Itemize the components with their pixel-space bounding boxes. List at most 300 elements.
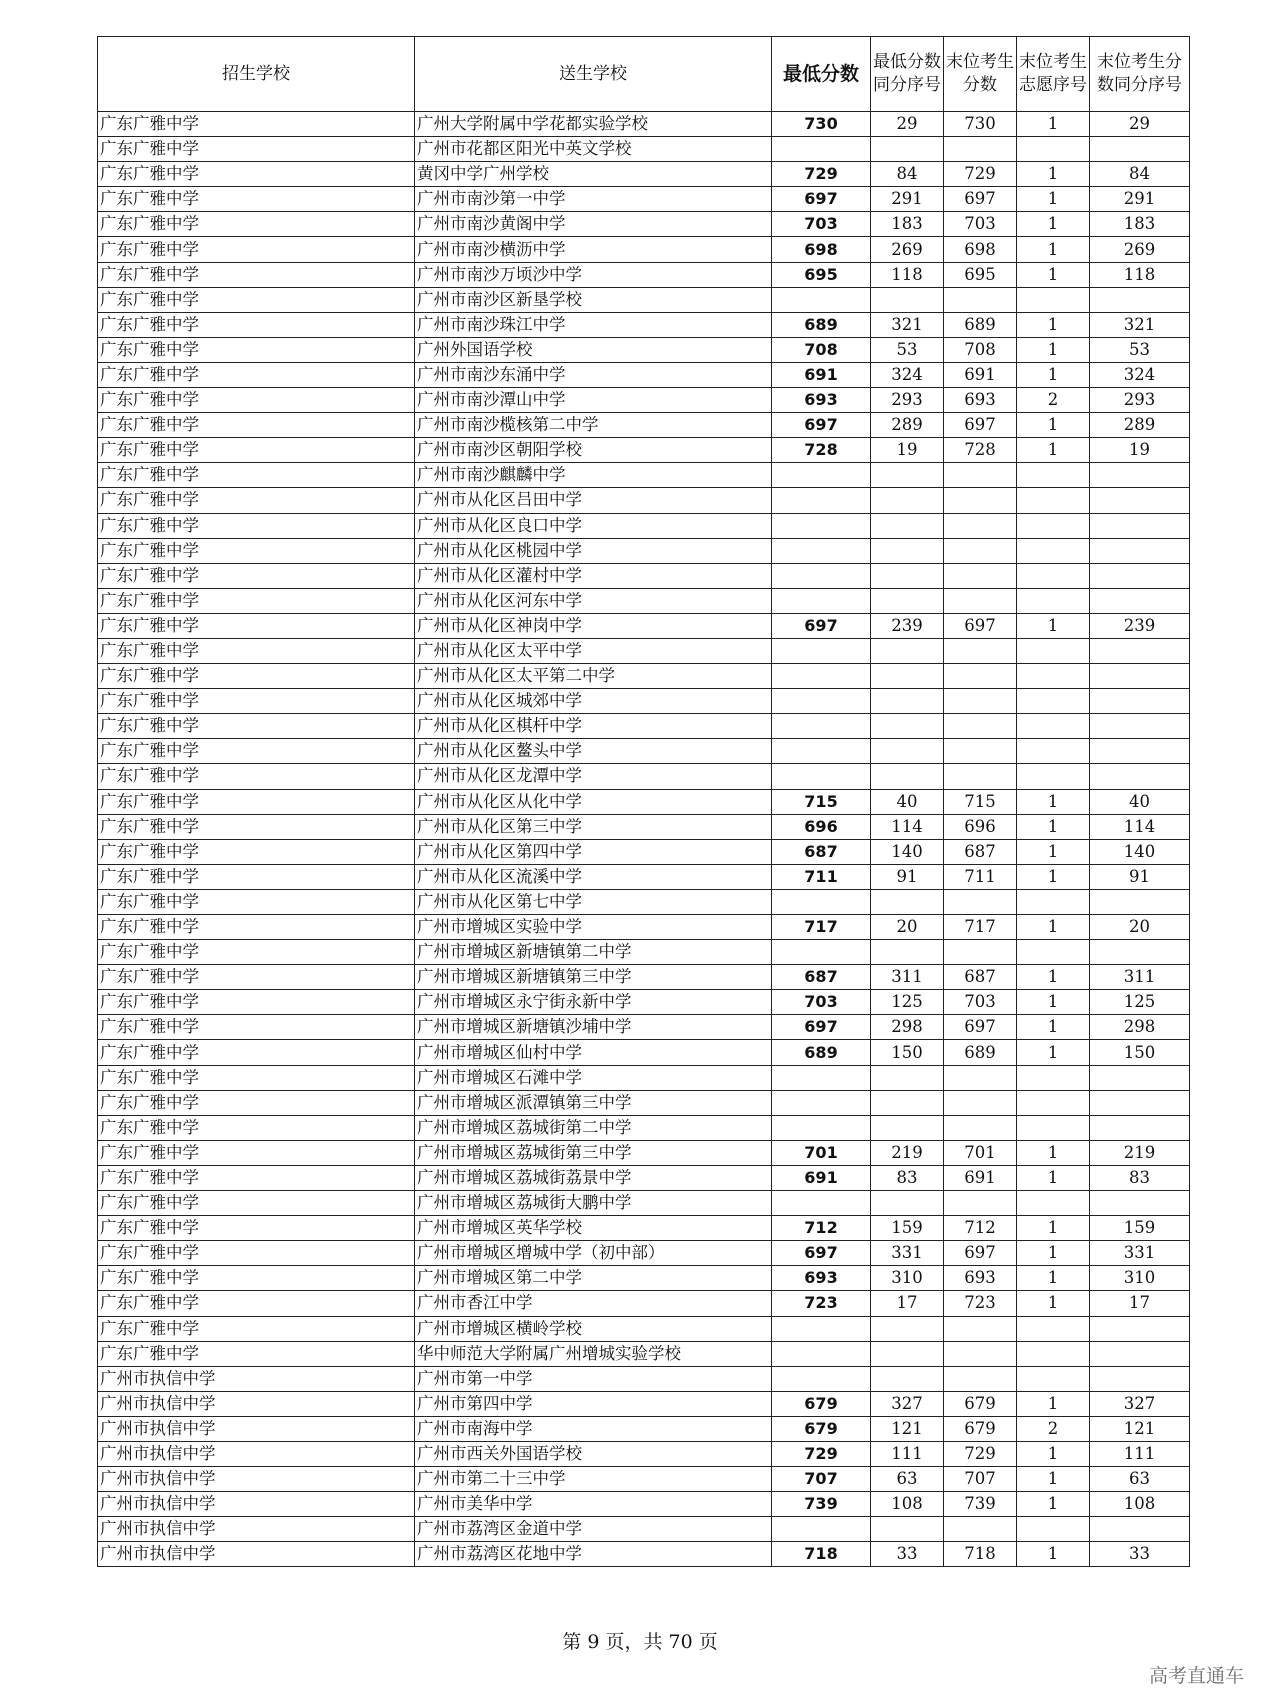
last-rank-cell bbox=[1090, 714, 1190, 739]
table-row bbox=[98, 689, 1190, 714]
min-score-cell: 696 bbox=[772, 814, 871, 839]
min-score-cell bbox=[772, 588, 871, 613]
last-choice-cell: 1 bbox=[1017, 1040, 1090, 1065]
send-school-cell: 广州市南沙麒麟中学 bbox=[415, 463, 772, 488]
table-row bbox=[98, 388, 1190, 413]
last-score-cell bbox=[944, 1090, 1017, 1115]
last-rank-cell: 108 bbox=[1090, 1492, 1190, 1517]
last-rank-cell: 91 bbox=[1090, 864, 1190, 889]
min-rank-cell: 63 bbox=[871, 1467, 944, 1492]
last-choice-cell bbox=[1017, 714, 1090, 739]
min-score-cell: 695 bbox=[772, 262, 871, 287]
recruit-school-cell: 广东广雅中学 bbox=[98, 413, 415, 438]
table-row bbox=[98, 1366, 1190, 1391]
last-rank-cell bbox=[1090, 1191, 1190, 1216]
min-rank-cell bbox=[871, 1316, 944, 1341]
min-rank-cell: 91 bbox=[871, 864, 944, 889]
last-score-cell bbox=[944, 664, 1017, 689]
min-score-cell bbox=[772, 739, 871, 764]
min-rank-cell bbox=[871, 638, 944, 663]
table-row bbox=[98, 864, 1190, 889]
send-school-cell: 广州市增城区横岭学校 bbox=[415, 1316, 772, 1341]
recruit-school-cell: 广东广雅中学 bbox=[98, 262, 415, 287]
min-score-cell: 687 bbox=[772, 839, 871, 864]
last-rank-cell bbox=[1090, 1115, 1190, 1140]
min-rank-cell: 53 bbox=[871, 337, 944, 362]
recruit-school-cell: 广东广雅中学 bbox=[98, 814, 415, 839]
min-score-cell: 697 bbox=[772, 1241, 871, 1266]
min-rank-cell: 84 bbox=[871, 162, 944, 187]
header-recruit-school: 招生学校 bbox=[98, 37, 415, 112]
last-choice-cell bbox=[1017, 1065, 1090, 1090]
recruit-school-cell: 广东广雅中学 bbox=[98, 1316, 415, 1341]
table-row bbox=[98, 262, 1190, 287]
min-score-cell: 679 bbox=[772, 1416, 871, 1441]
last-rank-cell: 29 bbox=[1090, 112, 1190, 137]
recruit-school-cell: 广东广雅中学 bbox=[98, 312, 415, 337]
table-row bbox=[98, 1291, 1190, 1316]
last-rank-cell bbox=[1090, 739, 1190, 764]
last-score-cell bbox=[944, 287, 1017, 312]
table-row bbox=[98, 513, 1190, 538]
table-row bbox=[98, 212, 1190, 237]
recruit-school-cell: 广东广雅中学 bbox=[98, 965, 415, 990]
last-score-cell: 679 bbox=[944, 1391, 1017, 1416]
recruit-school-cell: 广东广雅中学 bbox=[98, 1266, 415, 1291]
min-score-cell: 693 bbox=[772, 1266, 871, 1291]
last-choice-cell bbox=[1017, 638, 1090, 663]
last-rank-cell: 327 bbox=[1090, 1391, 1190, 1416]
min-rank-cell bbox=[871, 287, 944, 312]
send-school-cell: 广州市美华中学 bbox=[415, 1492, 772, 1517]
last-score-cell bbox=[944, 940, 1017, 965]
table-row bbox=[98, 488, 1190, 513]
min-rank-cell bbox=[871, 1115, 944, 1140]
min-score-cell: 711 bbox=[772, 864, 871, 889]
last-score-cell: 718 bbox=[944, 1542, 1017, 1567]
min-rank-cell: 121 bbox=[871, 1416, 944, 1441]
recruit-school-cell: 广东广雅中学 bbox=[98, 1065, 415, 1090]
recruit-school-cell: 广东广雅中学 bbox=[98, 388, 415, 413]
table-row bbox=[98, 664, 1190, 689]
send-school-cell: 广州市西关外国语学校 bbox=[415, 1441, 772, 1466]
min-score-cell: 679 bbox=[772, 1391, 871, 1416]
last-choice-cell bbox=[1017, 1115, 1090, 1140]
last-rank-cell bbox=[1090, 513, 1190, 538]
min-score-cell bbox=[772, 563, 871, 588]
recruit-school-cell: 广东广雅中学 bbox=[98, 1216, 415, 1241]
min-rank-cell: 327 bbox=[871, 1391, 944, 1416]
send-school-cell: 广州市增城区英华学校 bbox=[415, 1216, 772, 1241]
min-rank-cell: 19 bbox=[871, 438, 944, 463]
last-score-cell: 697 bbox=[944, 413, 1017, 438]
last-rank-cell bbox=[1090, 1366, 1190, 1391]
send-school-cell: 广州市增城区增城中学（初中部） bbox=[415, 1241, 772, 1266]
last-rank-cell: 293 bbox=[1090, 388, 1190, 413]
recruit-school-cell: 广东广雅中学 bbox=[98, 714, 415, 739]
last-score-cell: 689 bbox=[944, 312, 1017, 337]
last-choice-cell: 1 bbox=[1017, 789, 1090, 814]
table-header bbox=[98, 37, 1190, 112]
min-rank-cell bbox=[871, 538, 944, 563]
last-score-cell bbox=[944, 588, 1017, 613]
last-choice-cell: 1 bbox=[1017, 1467, 1090, 1492]
send-school-cell: 广州市从化区城郊中学 bbox=[415, 689, 772, 714]
send-school-cell: 广州市增城区仙村中学 bbox=[415, 1040, 772, 1065]
table-row bbox=[98, 162, 1190, 187]
last-score-cell: 691 bbox=[944, 362, 1017, 387]
min-score-cell bbox=[772, 1341, 871, 1366]
min-score-cell bbox=[772, 889, 871, 914]
last-score-cell: 729 bbox=[944, 162, 1017, 187]
send-school-cell: 广州市第一中学 bbox=[415, 1366, 772, 1391]
last-score-cell: 730 bbox=[944, 112, 1017, 137]
table-row bbox=[98, 1266, 1190, 1291]
last-rank-cell: 150 bbox=[1090, 1040, 1190, 1065]
send-school-cell: 广州市增城区实验中学 bbox=[415, 915, 772, 940]
table-row bbox=[98, 1241, 1190, 1266]
last-choice-cell bbox=[1017, 513, 1090, 538]
send-school-cell: 广州市从化区太平第二中学 bbox=[415, 664, 772, 689]
min-rank-cell bbox=[871, 1065, 944, 1090]
send-school-cell: 广州市从化区良口中学 bbox=[415, 513, 772, 538]
last-choice-cell bbox=[1017, 1316, 1090, 1341]
recruit-school-cell: 广东广雅中学 bbox=[98, 990, 415, 1015]
last-rank-cell: 239 bbox=[1090, 613, 1190, 638]
send-school-cell: 广州市增城区荔城街第三中学 bbox=[415, 1140, 772, 1165]
last-rank-cell bbox=[1090, 764, 1190, 789]
min-rank-cell: 150 bbox=[871, 1040, 944, 1065]
send-school-cell: 广州市南海中学 bbox=[415, 1416, 772, 1441]
min-rank-cell bbox=[871, 513, 944, 538]
send-school-cell: 广州市南沙榄核第二中学 bbox=[415, 413, 772, 438]
send-school-cell: 广州市从化区第七中学 bbox=[415, 889, 772, 914]
min-rank-cell: 331 bbox=[871, 1241, 944, 1266]
table-row bbox=[98, 137, 1190, 162]
table-row bbox=[98, 789, 1190, 814]
table-row bbox=[98, 1341, 1190, 1366]
last-rank-cell: 17 bbox=[1090, 1291, 1190, 1316]
send-school-cell: 广州市南沙潭山中学 bbox=[415, 388, 772, 413]
last-choice-cell bbox=[1017, 137, 1090, 162]
recruit-school-cell: 广东广雅中学 bbox=[98, 940, 415, 965]
last-choice-cell: 1 bbox=[1017, 1291, 1090, 1316]
min-rank-cell: 111 bbox=[871, 1441, 944, 1466]
table-row bbox=[98, 638, 1190, 663]
last-choice-cell: 1 bbox=[1017, 990, 1090, 1015]
min-rank-cell: 321 bbox=[871, 312, 944, 337]
send-school-cell: 广州市从化区桃园中学 bbox=[415, 538, 772, 563]
send-school-cell: 广州市荔湾区金道中学 bbox=[415, 1517, 772, 1542]
recruit-school-cell: 广东广雅中学 bbox=[98, 1040, 415, 1065]
recruit-school-cell: 广东广雅中学 bbox=[98, 1115, 415, 1140]
min-rank-cell bbox=[871, 739, 944, 764]
last-rank-cell: 111 bbox=[1090, 1441, 1190, 1466]
table-row bbox=[98, 764, 1190, 789]
last-rank-cell: 33 bbox=[1090, 1542, 1190, 1567]
min-rank-cell: 239 bbox=[871, 613, 944, 638]
recruit-school-cell: 广东广雅中学 bbox=[98, 488, 415, 513]
last-rank-cell: 321 bbox=[1090, 312, 1190, 337]
table-row bbox=[98, 1492, 1190, 1517]
min-rank-cell: 20 bbox=[871, 915, 944, 940]
table-row bbox=[98, 463, 1190, 488]
last-choice-cell: 1 bbox=[1017, 262, 1090, 287]
last-score-cell: 708 bbox=[944, 337, 1017, 362]
last-rank-cell: 53 bbox=[1090, 337, 1190, 362]
last-choice-cell bbox=[1017, 538, 1090, 563]
last-choice-cell: 2 bbox=[1017, 388, 1090, 413]
min-rank-cell: 40 bbox=[871, 789, 944, 814]
last-score-cell bbox=[944, 463, 1017, 488]
min-rank-cell bbox=[871, 1366, 944, 1391]
last-rank-cell: 140 bbox=[1090, 839, 1190, 864]
last-choice-cell bbox=[1017, 689, 1090, 714]
min-score-cell: 730 bbox=[772, 112, 871, 137]
min-score-cell: 703 bbox=[772, 990, 871, 1015]
recruit-school-cell: 广东广雅中学 bbox=[98, 689, 415, 714]
last-choice-cell: 1 bbox=[1017, 413, 1090, 438]
recruit-school-cell: 广州市执信中学 bbox=[98, 1366, 415, 1391]
last-rank-cell: 331 bbox=[1090, 1241, 1190, 1266]
send-school-cell: 广州市从化区棋杆中学 bbox=[415, 714, 772, 739]
last-rank-cell: 159 bbox=[1090, 1216, 1190, 1241]
last-choice-cell: 1 bbox=[1017, 1140, 1090, 1165]
send-school-cell: 广州市荔湾区花地中学 bbox=[415, 1542, 772, 1567]
min-score-cell: 718 bbox=[772, 1542, 871, 1567]
last-choice-cell: 1 bbox=[1017, 187, 1090, 212]
header-min-rank: 最低分数同分序号 bbox=[871, 37, 944, 112]
table-row bbox=[98, 312, 1190, 337]
min-rank-cell: 311 bbox=[871, 965, 944, 990]
recruit-school-cell: 广东广雅中学 bbox=[98, 1191, 415, 1216]
min-score-cell: 697 bbox=[772, 187, 871, 212]
recruit-school-cell: 广东广雅中学 bbox=[98, 563, 415, 588]
min-rank-cell: 159 bbox=[871, 1216, 944, 1241]
min-rank-cell: 33 bbox=[871, 1542, 944, 1567]
last-rank-cell bbox=[1090, 137, 1190, 162]
recruit-school-cell: 广东广雅中学 bbox=[98, 613, 415, 638]
last-score-cell: 687 bbox=[944, 965, 1017, 990]
min-score-cell: 697 bbox=[772, 413, 871, 438]
last-choice-cell bbox=[1017, 563, 1090, 588]
min-score-cell bbox=[772, 1316, 871, 1341]
min-score-cell: 739 bbox=[772, 1492, 871, 1517]
last-score-cell: 715 bbox=[944, 789, 1017, 814]
last-rank-cell bbox=[1090, 638, 1190, 663]
last-rank-cell: 310 bbox=[1090, 1266, 1190, 1291]
send-school-cell: 广州市从化区河东中学 bbox=[415, 588, 772, 613]
last-score-cell bbox=[944, 889, 1017, 914]
min-rank-cell: 114 bbox=[871, 814, 944, 839]
min-score-cell: 691 bbox=[772, 362, 871, 387]
table-row bbox=[98, 588, 1190, 613]
min-score-cell: 698 bbox=[772, 237, 871, 262]
table-row bbox=[98, 714, 1190, 739]
recruit-school-cell: 广东广雅中学 bbox=[98, 162, 415, 187]
last-choice-cell bbox=[1017, 889, 1090, 914]
send-school-cell: 广州市南沙珠江中学 bbox=[415, 312, 772, 337]
min-rank-cell bbox=[871, 137, 944, 162]
last-choice-cell bbox=[1017, 1090, 1090, 1115]
last-choice-cell: 1 bbox=[1017, 1492, 1090, 1517]
table-row bbox=[98, 563, 1190, 588]
min-score-cell bbox=[772, 664, 871, 689]
min-rank-cell: 183 bbox=[871, 212, 944, 237]
last-rank-cell bbox=[1090, 538, 1190, 563]
table-row bbox=[98, 1467, 1190, 1492]
last-rank-cell: 121 bbox=[1090, 1416, 1190, 1441]
table-row bbox=[98, 1115, 1190, 1140]
recruit-school-cell: 广东广雅中学 bbox=[98, 789, 415, 814]
min-score-cell: 687 bbox=[772, 965, 871, 990]
last-choice-cell bbox=[1017, 287, 1090, 312]
last-choice-cell bbox=[1017, 488, 1090, 513]
last-score-cell: 712 bbox=[944, 1216, 1017, 1241]
min-rank-cell bbox=[871, 1191, 944, 1216]
recruit-school-cell: 广东广雅中学 bbox=[98, 739, 415, 764]
last-choice-cell: 2 bbox=[1017, 1416, 1090, 1441]
last-rank-cell: 219 bbox=[1090, 1140, 1190, 1165]
table-row bbox=[98, 889, 1190, 914]
recruit-school-cell: 广东广雅中学 bbox=[98, 889, 415, 914]
recruit-school-cell: 广东广雅中学 bbox=[98, 915, 415, 940]
last-score-cell: 711 bbox=[944, 864, 1017, 889]
table-row bbox=[98, 1165, 1190, 1190]
last-rank-cell: 324 bbox=[1090, 362, 1190, 387]
min-score-cell: 723 bbox=[772, 1291, 871, 1316]
last-choice-cell bbox=[1017, 1517, 1090, 1542]
table-row bbox=[98, 1316, 1190, 1341]
recruit-school-cell: 广东广雅中学 bbox=[98, 538, 415, 563]
table-row bbox=[98, 1391, 1190, 1416]
recruit-school-cell: 广东广雅中学 bbox=[98, 212, 415, 237]
last-rank-cell: 118 bbox=[1090, 262, 1190, 287]
last-score-cell bbox=[944, 1517, 1017, 1542]
min-rank-cell: 125 bbox=[871, 990, 944, 1015]
send-school-cell: 广州市第二十三中学 bbox=[415, 1467, 772, 1492]
last-score-cell: 707 bbox=[944, 1467, 1017, 1492]
send-school-cell: 广州市香江中学 bbox=[415, 1291, 772, 1316]
recruit-school-cell: 广东广雅中学 bbox=[98, 1341, 415, 1366]
recruit-school-cell: 广州市执信中学 bbox=[98, 1416, 415, 1441]
last-rank-cell: 183 bbox=[1090, 212, 1190, 237]
last-choice-cell bbox=[1017, 1341, 1090, 1366]
table-row bbox=[98, 1015, 1190, 1040]
last-score-cell: 703 bbox=[944, 212, 1017, 237]
recruit-school-cell: 广东广雅中学 bbox=[98, 839, 415, 864]
last-rank-cell bbox=[1090, 940, 1190, 965]
last-choice-cell: 1 bbox=[1017, 362, 1090, 387]
last-score-cell: 717 bbox=[944, 915, 1017, 940]
last-choice-cell bbox=[1017, 739, 1090, 764]
send-school-cell: 广州市南沙第一中学 bbox=[415, 187, 772, 212]
min-score-cell bbox=[772, 513, 871, 538]
last-score-cell bbox=[944, 1065, 1017, 1090]
last-choice-cell: 1 bbox=[1017, 1241, 1090, 1266]
last-rank-cell: 311 bbox=[1090, 965, 1190, 990]
last-rank-cell bbox=[1090, 1316, 1190, 1341]
last-choice-cell bbox=[1017, 588, 1090, 613]
min-score-cell bbox=[772, 488, 871, 513]
last-score-cell bbox=[944, 563, 1017, 588]
send-school-cell: 广州市增城区永宁街永新中学 bbox=[415, 990, 772, 1015]
last-score-cell: 728 bbox=[944, 438, 1017, 463]
min-score-cell: 715 bbox=[772, 789, 871, 814]
send-school-cell: 广州市南沙万顷沙中学 bbox=[415, 262, 772, 287]
min-score-cell: 728 bbox=[772, 438, 871, 463]
last-score-cell bbox=[944, 1366, 1017, 1391]
last-choice-cell: 1 bbox=[1017, 613, 1090, 638]
min-rank-cell bbox=[871, 1090, 944, 1115]
table-row bbox=[98, 1542, 1190, 1567]
table-row bbox=[98, 814, 1190, 839]
last-choice-cell: 1 bbox=[1017, 212, 1090, 237]
min-rank-cell: 219 bbox=[871, 1140, 944, 1165]
recruit-school-cell: 广东广雅中学 bbox=[98, 362, 415, 387]
last-rank-cell: 291 bbox=[1090, 187, 1190, 212]
last-score-cell bbox=[944, 638, 1017, 663]
last-score-cell bbox=[944, 1316, 1017, 1341]
last-score-cell bbox=[944, 714, 1017, 739]
last-rank-cell bbox=[1090, 1065, 1190, 1090]
last-rank-cell: 84 bbox=[1090, 162, 1190, 187]
table-row bbox=[98, 362, 1190, 387]
table-row bbox=[98, 839, 1190, 864]
min-score-cell: 701 bbox=[772, 1140, 871, 1165]
recruit-school-cell: 广州市执信中学 bbox=[98, 1391, 415, 1416]
min-score-cell: 689 bbox=[772, 312, 871, 337]
min-score-cell: 712 bbox=[772, 1216, 871, 1241]
send-school-cell: 广州市增城区新塘镇第二中学 bbox=[415, 940, 772, 965]
min-score-cell: 703 bbox=[772, 212, 871, 237]
table-row bbox=[98, 287, 1190, 312]
last-score-cell bbox=[944, 739, 1017, 764]
last-choice-cell bbox=[1017, 664, 1090, 689]
send-school-cell: 黄冈中学广州学校 bbox=[415, 162, 772, 187]
table-row bbox=[98, 112, 1190, 137]
min-rank-cell bbox=[871, 714, 944, 739]
recruit-school-cell: 广东广雅中学 bbox=[98, 187, 415, 212]
min-rank-cell: 83 bbox=[871, 1165, 944, 1190]
send-school-cell: 广州市增城区荔城街大鹏中学 bbox=[415, 1191, 772, 1216]
last-choice-cell: 1 bbox=[1017, 814, 1090, 839]
admission-table bbox=[97, 36, 1190, 1567]
last-choice-cell: 1 bbox=[1017, 1165, 1090, 1190]
last-choice-cell: 1 bbox=[1017, 162, 1090, 187]
watermark: 高考直通车 bbox=[1148, 1665, 1244, 1687]
min-score-cell bbox=[772, 463, 871, 488]
last-rank-cell: 83 bbox=[1090, 1165, 1190, 1190]
last-choice-cell: 1 bbox=[1017, 1441, 1090, 1466]
min-score-cell bbox=[772, 940, 871, 965]
last-choice-cell: 1 bbox=[1017, 1015, 1090, 1040]
table-row bbox=[98, 613, 1190, 638]
table-row bbox=[98, 1191, 1190, 1216]
min-score-cell: 689 bbox=[772, 1040, 871, 1065]
last-rank-cell: 40 bbox=[1090, 789, 1190, 814]
last-score-cell: 697 bbox=[944, 187, 1017, 212]
last-choice-cell bbox=[1017, 940, 1090, 965]
send-school-cell: 广州大学附属中学花都实验学校 bbox=[415, 112, 772, 137]
send-school-cell: 广州市从化区第四中学 bbox=[415, 839, 772, 864]
recruit-school-cell: 广东广雅中学 bbox=[98, 764, 415, 789]
last-choice-cell bbox=[1017, 1366, 1090, 1391]
last-rank-cell bbox=[1090, 1517, 1190, 1542]
last-rank-cell bbox=[1090, 463, 1190, 488]
min-rank-cell bbox=[871, 764, 944, 789]
last-score-cell: 695 bbox=[944, 262, 1017, 287]
